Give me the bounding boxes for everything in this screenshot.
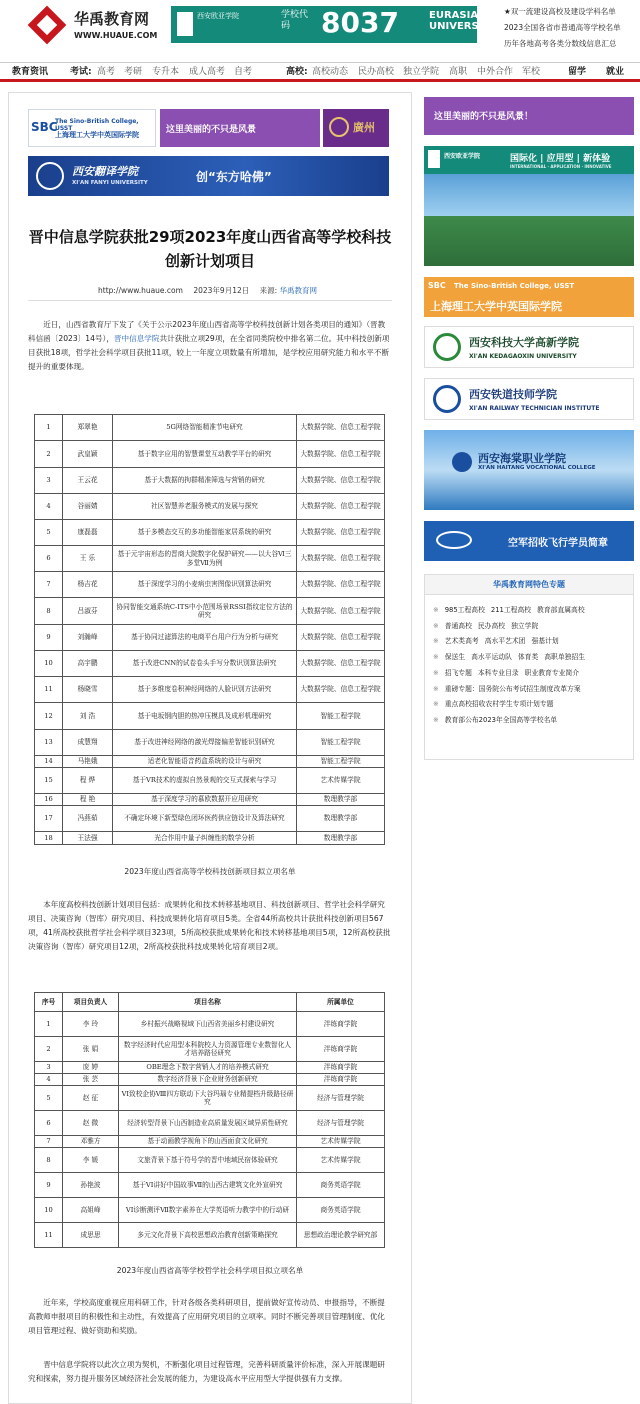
side-eurasia-school: 西安欧亚学院 (444, 153, 481, 160)
side-eurasia-slogan: 国际化 | 应用型 | 新体验 (510, 154, 611, 164)
table1-row (35, 651, 385, 677)
table2-row (35, 1074, 385, 1086)
table2-row (35, 1086, 385, 1111)
featured-topic-link[interactable]: 体育类 (517, 653, 539, 662)
header-link[interactable]: 历年各地高考各类分数线信息汇总 (504, 39, 617, 48)
table2-row (35, 1148, 385, 1173)
cell-unit: 泮练商学院 (297, 1012, 385, 1037)
cell-unit: 数理教学部 (297, 794, 385, 806)
cell-project-name: 基于动画教学视角下的山西面食文化研究 (119, 1136, 297, 1148)
cell-unit: 泮练商学院 (297, 1037, 385, 1062)
nav-item-gaozhi[interactable]: 高职 (449, 67, 468, 77)
featured-topic-link[interactable]: 985工程高校 (444, 606, 485, 614)
kedagaoxin-logo-icon (433, 333, 461, 361)
cell-project-name: VI致校企协Ⅷ四方联动下大谷玛瑙专业精提档升级路径研究 (119, 1086, 297, 1111)
side-railway-en: XI'AN RAILWAY TECHNICIAN INSTITUTE (469, 405, 600, 412)
cell-unit: 泮练商学院 (297, 1074, 385, 1086)
side-ad-kedagaoxin[interactable] (424, 326, 634, 368)
cell-leader: 孙艳波 (63, 1173, 119, 1198)
cell-index: 8 (35, 598, 63, 625)
side-ad-sino-british[interactable] (424, 277, 634, 317)
cell-unit: 艺术传媒学院 (297, 768, 385, 794)
cell-project-name: 数字经济背景下企业财务创新研究 (119, 1074, 297, 1086)
bullet-icon: ※ (433, 653, 439, 662)
th-index: 序号 (35, 993, 63, 1012)
site-name[interactable]: 华禹教育网 (74, 10, 150, 28)
cell-leader: 杨晓雪 (63, 677, 113, 703)
table2-row (35, 1136, 385, 1148)
header-link[interactable]: 2023全国各省市普通高等学校名单 (504, 23, 621, 32)
cell-unit: 数理教学部 (297, 832, 385, 845)
cell-unit: 数理教学部 (297, 806, 385, 832)
guangzhou-seal-icon (329, 117, 349, 137)
cell-leader: 邓雅方 (63, 1136, 119, 1148)
ad-xafy-cn: 西安翻译学院 (72, 165, 138, 178)
side-ad-railway[interactable] (424, 378, 634, 420)
bullet-icon: ※ (433, 621, 439, 630)
cell-project-name: 基于深度学习的慕欧数据开应用研究 (113, 794, 297, 806)
table2-row (35, 1037, 385, 1062)
cell-leader: 康磊磊 (63, 520, 113, 546)
cell-leader: 赵 微 (63, 1111, 119, 1136)
cell-project-name: 基于数字应用的智慧课堂互动教学平台的研究 (113, 441, 297, 468)
nav-exam-label: 考试: (70, 67, 92, 77)
side-haitang-cn: 西安海棠职业学院 (478, 452, 566, 465)
header-links (504, 4, 638, 52)
cell-project-name: 光合作用中量子纠缠性的数学分析 (113, 832, 297, 845)
article-source-name[interactable]: 华禹教育网 (279, 286, 318, 295)
cell-unit: 大数据学院、信息工程学院 (297, 494, 385, 520)
xafy-logo-icon (36, 162, 64, 190)
th-project-name: 项目名称 (119, 993, 297, 1012)
featured-topics-list (425, 595, 633, 729)
divider (28, 300, 392, 301)
table1-row (35, 468, 385, 494)
side-eurasia-logo-icon (428, 150, 440, 168)
side-sbc-en: The Sino-British College, USST (454, 282, 575, 290)
cell-leader: 李 玲 (63, 1012, 119, 1037)
ad-xafy[interactable] (28, 156, 389, 196)
nav-item-junxiao[interactable]: 军校 (522, 67, 541, 77)
eurasia-logo-icon (177, 12, 193, 36)
side-eurasia-sub: INTERNATIONAL · APPLICATION · INNOVATIVE (510, 164, 612, 169)
cell-index: 13 (35, 730, 63, 756)
table1-row (35, 794, 385, 806)
featured-topic-link[interactable]: 高水平艺术团 (484, 637, 526, 646)
featured-topic-link[interactable]: 高水平运动队 (471, 653, 512, 662)
ad-sbc-cn: 上海理工大学中英国际学院 (55, 131, 139, 139)
cell-project-name: 5G网络智能精准节电研究 (113, 415, 297, 441)
cell-unit: 大数据学院、信息工程学院 (297, 651, 385, 677)
featured-topic-link[interactable]: 教育部直属高校 (537, 606, 585, 614)
nav-item-minban[interactable]: 民办高校 (358, 67, 395, 77)
table2-row (35, 1173, 385, 1198)
table1-row (35, 494, 385, 520)
nav-school-label: 高校: (286, 67, 308, 77)
cell-index: 2 (35, 1037, 63, 1062)
cell-index: 17 (35, 806, 63, 832)
featured-topic-link[interactable]: 普通高校 (444, 621, 472, 630)
cell-index: 11 (35, 677, 63, 703)
cell-leader: 张 娟 (63, 1037, 119, 1062)
header-link[interactable]: ★双一流建设高校及建设学科名单 (504, 7, 616, 16)
table1-row (35, 415, 385, 441)
cell-leader: 杨吉花 (63, 572, 113, 598)
featured-topic-link[interactable]: 教育部公布2023年全国高等学校名单 (444, 715, 558, 724)
cell-project-name: 乡村振兴战略视域下山西省美丽乡村建设研究 (119, 1012, 297, 1037)
side-haitang-en: XI'AN HAITANG VOCATIONAL COLLEGE (478, 465, 596, 471)
table2-row (35, 1223, 385, 1248)
featured-topic-row (433, 713, 633, 729)
nav-edu-news[interactable]: 教育资讯 (12, 67, 49, 77)
cell-leader: 冯燕茹 (63, 806, 113, 832)
site-logo-icon[interactable] (28, 6, 67, 45)
cell-leader: 李 媛 (63, 1148, 119, 1173)
cell-unit: 大数据学院、信息工程学院 (297, 677, 385, 703)
bullet-icon: ※ (433, 606, 439, 614)
table2-row (35, 1111, 385, 1136)
cell-unit: 大数据学院、信息工程学院 (297, 520, 385, 546)
bullet-icon: ※ (433, 684, 439, 693)
article-paragraph-1 (28, 318, 392, 374)
cell-unit: 大数据学院、信息工程学院 (297, 572, 385, 598)
cell-index: 10 (35, 1198, 63, 1223)
cell-project-name: 基于深度学习的小麦病虫害图像识别算法研究 (113, 572, 297, 598)
cell-leader: 庞 婷 (63, 1062, 119, 1074)
cell-project-name: 经济转型背景下山西制造业高质量发展区域异质性研究 (119, 1111, 297, 1136)
ad-beauty-text: 这里美丽的不只是风景 (166, 125, 257, 135)
cell-project-name: 适老化智能语音药盒系统的设计与研究 (113, 756, 297, 768)
cell-index: 9 (35, 625, 63, 651)
nav-item-zikao[interactable]: 自考 (234, 67, 253, 77)
cell-index: 6 (35, 1111, 63, 1136)
bullet-icon: ※ (433, 700, 439, 709)
th-leader: 项目负责人 (63, 993, 119, 1012)
side-sbc-cn: 上海理工大学中英国际学院 (430, 300, 562, 313)
table1-row (35, 703, 385, 730)
cell-project-name: 数字经济时代应用型本科院校人力资源管理专业数智化人才培养路径研究 (119, 1037, 297, 1062)
cell-project-name: 基于改进CNN的试卷卷头手写分数识别算法研究 (113, 651, 297, 677)
cell-unit: 智能工程学院 (297, 730, 385, 756)
cell-index: 4 (35, 494, 63, 520)
cell-index: 10 (35, 651, 63, 677)
cell-index: 4 (35, 1074, 63, 1086)
cell-leader: 王法强 (63, 832, 113, 845)
table1-row (35, 598, 385, 625)
cell-project-name: 基于电坂钢内胆的热冲压模具及成形机理研究 (113, 703, 297, 730)
table-science-projects (34, 414, 385, 845)
nav-item-gaokao[interactable]: 高考 (97, 67, 116, 77)
cell-leader: 谷丽婧 (63, 494, 113, 520)
featured-topic-row (433, 666, 633, 682)
table1-caption: 2023年度山西省高等学校科技创新项目拟立项名单 (124, 867, 296, 876)
cell-index: 7 (35, 1136, 63, 1148)
cell-leader: 王 乐 (63, 546, 113, 572)
cell-unit: 商务英语学院 (297, 1173, 385, 1198)
cell-index: 7 (35, 572, 63, 598)
cell-leader: 刘瀚峰 (63, 625, 113, 651)
cell-project-name: 基于VI讲好中国故事Ⅶ的山西古建筑文化外宣研究 (119, 1173, 297, 1198)
ad-sbc-en: The Sino-British College, USST (55, 118, 139, 132)
nav-item-zhuanshengben[interactable]: 专升本 (152, 67, 180, 77)
cell-index: 9 (35, 1173, 63, 1198)
cell-index: 3 (35, 468, 63, 494)
cell-unit: 艺术传媒学院 (297, 1136, 385, 1148)
cell-project-name: 协同智能交通系统C-ITS中小范围场景RSSI指纹定位方法的研究 (113, 598, 297, 625)
ad-xafy-slogan: 创“东方哈佛” (196, 170, 272, 184)
cell-unit: 经济与管理学院 (297, 1111, 385, 1136)
featured-topic-link[interactable]: 保送生 (444, 653, 466, 662)
side-sbc-logo-icon: SBC (428, 281, 446, 290)
table2-caption: 2023年度山西省高等学校哲学社会科学项目拟立项名单 (116, 1266, 304, 1275)
featured-topic-link[interactable]: 职业教育专业简介 (524, 668, 580, 677)
cell-project-name: VI诊断测评Ⅶ数字素养在大学英语听力教学中的行动研 (119, 1198, 297, 1223)
table1-row (35, 768, 385, 794)
cell-unit: 大数据学院、信息工程学院 (297, 598, 385, 625)
cell-leader: 王云花 (63, 468, 113, 494)
nav-item-chengkao[interactable]: 成人高考 (189, 67, 226, 77)
cell-unit: 大数据学院、信息工程学院 (297, 441, 385, 468)
featured-topic-row (433, 619, 633, 635)
cell-project-name: 基于多维度卷积神经网络的人脸识别方法研究 (113, 677, 297, 703)
header-banner-ad[interactable] (171, 6, 497, 43)
cell-unit: 智能工程学院 (297, 703, 385, 730)
featured-topic-link[interactable]: 本科专业目录 (477, 668, 519, 677)
featured-topic-link[interactable]: 招飞专题 (444, 668, 472, 677)
site-header (0, 0, 640, 52)
cell-project-name: 基于VR技术的虚拟自然景观的交互式探索与学习 (113, 768, 297, 794)
cell-leader: 程 烨 (63, 768, 113, 794)
nav-item-zhongwai[interactable]: 中外合作 (477, 67, 514, 77)
featured-topic-link[interactable]: 民办高校 (477, 621, 506, 630)
cell-unit: 经济与管理学院 (297, 1086, 385, 1111)
featured-topic-row (433, 682, 633, 698)
para1-text-a: 近日，山西省教育厅下发了《关于公示2023年度山西省高等学校科技创新计划各类项目的通知》（晋教科信函〔2023〕14号）， (28, 320, 386, 343)
banner-code: 8037 (321, 6, 399, 39)
cell-unit: 大数据学院、信息工程学院 (297, 468, 385, 494)
featured-topic-link[interactable]: 重点高校招收农村学生专项计划专题 (444, 700, 554, 709)
bullet-icon: ※ (433, 715, 439, 724)
cell-unit: 思想政治理论教学研究部 (297, 1223, 385, 1248)
article-paragraph-3: 近年来，学校高度重视应用科研工作，针对各级各类科研项目，提前做好宣传动员、申报指导，不断提高教师申报项目的积极性和主动性，有效提高了应用研究项目的立项率。同时不断完善项目管理制度、优化项目管理过程、做好资助和奖励。 (28, 1298, 385, 1335)
banner-en: EURASIA UNIVERSITY (429, 10, 497, 32)
main-nav (0, 62, 640, 82)
table1-row (35, 730, 385, 756)
cell-leader: 赵 征 (63, 1086, 119, 1111)
cell-unit: 泮练商学院 (297, 1062, 385, 1074)
side-ad-pilot[interactable] (424, 521, 634, 561)
ad-guangzhou[interactable] (323, 109, 389, 147)
cell-unit: 智能工程学院 (297, 756, 385, 768)
article-meta (98, 285, 317, 296)
cell-index: 6 (35, 546, 63, 572)
sbc-logo-icon: SBC (31, 120, 58, 134)
bullet-icon: ※ (433, 668, 439, 677)
cell-unit: 大数据学院、信息工程学院 (297, 546, 385, 572)
bullet-icon: ※ (433, 637, 439, 646)
nav-item-kaoyan[interactable]: 考研 (124, 67, 143, 77)
side-railway-cn: 西安铁道技师学院 (469, 388, 557, 401)
side-ad-beauty[interactable] (424, 97, 634, 135)
side-ad-haitang[interactable] (424, 430, 634, 510)
cell-project-name: 基于改进神经网络的激光焊接偏差智能识别研究 (113, 730, 297, 756)
cell-leader: 高姐峰 (63, 1198, 119, 1223)
cell-leader: 张 芸 (63, 1074, 119, 1086)
cell-project-name: 文旅背景下基于符号学的晋中地域民宿体验研究 (119, 1148, 297, 1173)
table1-row (35, 806, 385, 832)
cell-project-name: 多元文化背景下高校思想政治教育创新策略探究 (119, 1223, 297, 1248)
nav-item-duli[interactable]: 独立学院 (403, 67, 440, 77)
site-url[interactable]: WWW.HUAUE.COM (74, 31, 158, 40)
cell-index: 15 (35, 768, 63, 794)
article-paragraph-4: 晋中信息学院将以此次立项为契机，不断强化项目过程管理，完善科研质量评价标准，深入开展课题研究和探索，努力提升服务区域经济社会发展的能力，为建设高水平应用型大学提供强有力支撑。 (28, 1360, 385, 1383)
featured-topic-row (433, 650, 633, 666)
cell-index: 2 (35, 441, 63, 468)
ad-beauty[interactable] (160, 109, 320, 147)
featured-topic-link[interactable]: 211工程高校 (490, 606, 532, 614)
article-paragraph-2: 本年度高校科技创新计划项目包括：成果转化和技术转移基地项目、科技创新项目、哲学社会科学研究项目、决策咨询（智库）研究项目、科技成果转化培育项目5类。全省44所高校共计获批科技创新项目567项，41所高校获批哲学社会科学项目323项，5所高校获批成果转化和技术转移基地项目5项，12所高校获批决策咨询（智库）研究项目12项，2所高校获批科技成果转化培育项目2项。 (28, 900, 391, 951)
para1-text-b: 共计获批立项29项，在全省同类院校中排名第二位。其中科技创新项目获批18项，哲学社会科学项目获批11项，较上一年度立项数量有所增加，是学校应用研究能力和水平不断提升的重要体现。 (28, 334, 390, 371)
ad-sino-british[interactable] (28, 109, 156, 147)
side-ad-eurasia[interactable] (424, 146, 634, 266)
ad-xafy-en: XI'AN FANYI UNIVERSITY (72, 180, 148, 186)
table2-row (35, 1062, 385, 1074)
nav-item-jiuye[interactable]: 就业 (606, 67, 625, 77)
featured-topic-row (433, 603, 633, 619)
cell-leader: 武皇颖 (63, 441, 113, 468)
table1-row (35, 625, 385, 651)
featured-topics-title: 华禹教育网特色专题 (425, 575, 633, 595)
air-force-emblem-icon (436, 531, 472, 549)
cell-leader: 程 艳 (63, 794, 113, 806)
cell-leader: 成思思 (63, 1223, 119, 1248)
cell-project-name: 社区智慧养老服务模式的发展与探究 (113, 494, 297, 520)
cell-leader: 高宇鹏 (63, 651, 113, 677)
cell-leader: 马艳娥 (63, 756, 113, 768)
featured-topics-panel (424, 574, 634, 760)
cell-index: 18 (35, 832, 63, 845)
table1-row (35, 572, 385, 598)
cell-unit: 大数据学院、信息工程学院 (297, 415, 385, 441)
featured-topic-link[interactable]: 重磅专题：国务院公布考试招生制度改革方案 (444, 684, 581, 693)
side-pilot-text: 空军招收飞行学员简章 (508, 538, 608, 549)
cell-unit: 商务英语学院 (297, 1198, 385, 1223)
cell-leader: 刘 浩 (63, 703, 113, 730)
article-source-label: 来源: (259, 286, 278, 295)
featured-topic-link[interactable]: 强基计划 (531, 637, 559, 646)
side-kedagaoxin-cn: 西安科技大学高新学院 (469, 336, 579, 349)
ad-guangzhou-text: 廣州 (353, 121, 375, 134)
cell-leader: 吕淑芬 (63, 598, 113, 625)
cell-index: 8 (35, 1148, 63, 1173)
cell-leader: 成慧翔 (63, 730, 113, 756)
cell-project-name: 基于协同过滤算法的电商平台用户行为分析与研究 (113, 625, 297, 651)
nav-item-liuxue[interactable]: 留学 (568, 67, 587, 77)
table2-row (35, 1012, 385, 1037)
article-date: 2023年9月12日 (193, 286, 250, 295)
cell-unit: 大数据学院、信息工程学院 (297, 625, 385, 651)
haitang-logo-icon (452, 452, 472, 472)
featured-topic-link[interactable]: 高职单独招生 (544, 653, 586, 662)
table2-row (35, 1198, 385, 1223)
featured-topic-link[interactable]: 独立学院 (511, 621, 539, 630)
side-kedagaoxin-en: XI'AN KEDAGAOXIN UNIVERSITY (469, 353, 577, 360)
banner-school: 西安欧亚学院 (197, 12, 239, 20)
cell-project-name: 不确定环境下新型绿色闭环医药供应链设计及算法研究 (113, 806, 297, 832)
cell-project-name: 基于元宇宙形态的晋商大院数字化保护研究——以大谷Ⅵ三多堂Ⅶ为例 (113, 546, 297, 572)
cell-project-name: 基于多模态交互的多功能智能家居系统的研究 (113, 520, 297, 546)
cell-index: 5 (35, 1086, 63, 1111)
th-unit: 所属单位 (297, 993, 385, 1012)
featured-topic-row (433, 697, 633, 713)
cell-index: 16 (35, 794, 63, 806)
cell-index: 1 (35, 1012, 63, 1037)
nav-item-gaoxiao[interactable]: 高校动态 (312, 67, 349, 77)
railway-logo-icon (433, 385, 461, 413)
cell-project-name: 基于大数据的拘群精准筛选与营销的研究 (113, 468, 297, 494)
cell-leader: 郑翠艳 (63, 415, 113, 441)
cell-index: 11 (35, 1223, 63, 1248)
table1-row (35, 756, 385, 768)
link-jinzhong-college[interactable]: 晋中信息学院 (113, 334, 160, 343)
article-title: 晋中信息学院获批29项2023年度山西省高等学校科技创新计划项目 (28, 228, 392, 270)
table1-row (35, 441, 385, 468)
cell-index: 14 (35, 756, 63, 768)
cell-project-name: OBE理念下数字营销人才的培养模式研究 (119, 1062, 297, 1074)
table-social-science-projects (34, 992, 385, 1248)
cell-index: 5 (35, 520, 63, 546)
table1-row (35, 677, 385, 703)
table1-row (35, 520, 385, 546)
cell-unit: 艺术传媒学院 (297, 1148, 385, 1173)
featured-topic-row (433, 634, 633, 650)
article-source-url[interactable]: http://www.huaue.com (98, 286, 183, 295)
cell-index: 1 (35, 415, 63, 441)
cell-index: 3 (35, 1062, 63, 1074)
side-ad-beauty-text: 这里美丽的不只是风景！ (434, 112, 534, 122)
featured-topic-link[interactable]: 艺术类高考 (444, 637, 479, 646)
cell-index: 12 (35, 703, 63, 730)
table1-row (35, 832, 385, 845)
table1-row (35, 546, 385, 572)
banner-label: 学校代码 (281, 10, 309, 31)
